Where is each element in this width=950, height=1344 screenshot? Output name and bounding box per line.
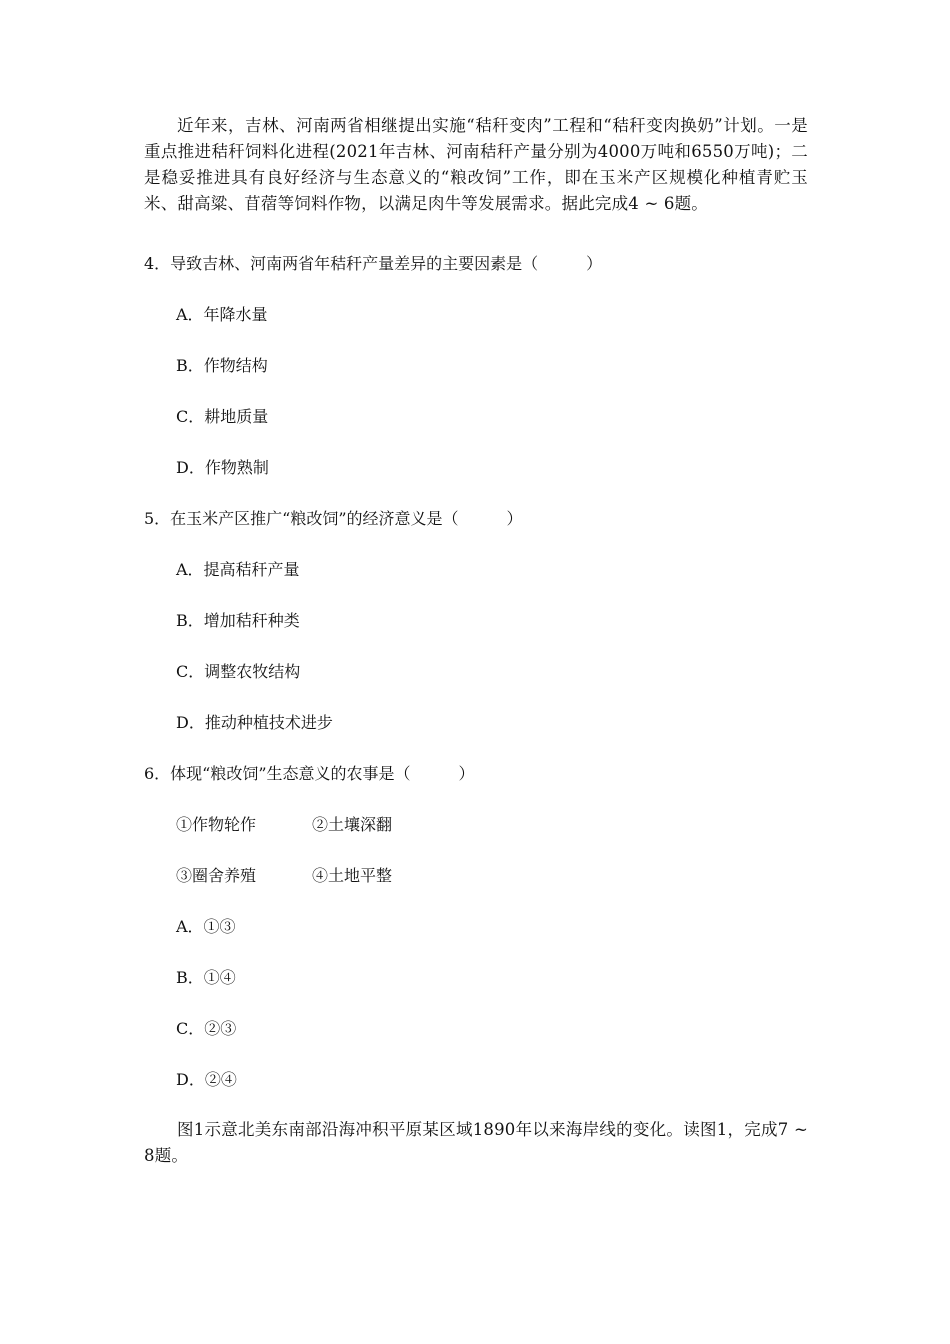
question-5-option-d: D．推动种植技术进步 [176, 713, 333, 732]
question-6-items-row-1 [176, 814, 392, 836]
question-4-option-c: C．耕地质量 [176, 407, 269, 426]
intro-passage: 近年来，吉林、河南两省相继提出实施“秸秆变肉”工程和“秸秆变肉换奶”计划。一是重点推进秸秆饲料化进程(2021年吉林、河南秸秆产量分别为4000万吨和6550万吨)；二是稳妥推进具有良好经济与生态意义的“粮改饲”工作，即在玉米产区规模化种植青贮玉米、甜高粱、苜蓿等饲料作物，以满足肉牛等发展需求。据此完成4 ~ 6题。 [144, 116, 808, 213]
question-4-option-b: B．作物结构 [176, 356, 268, 375]
next-passage: 图1示意北美东南部沿海冲积平原某区域1890年以来海岸线的变化。读图1，完成7 ~ 8题。 [144, 1120, 808, 1165]
question-6-item-3: ③圈舍养殖 [176, 866, 257, 885]
question-6-item-4: ④土地平整 [312, 866, 393, 885]
question-4-option-d: D．作物熟制 [176, 458, 269, 477]
question-6-option-b: B．①④ [176, 968, 236, 987]
question-6-option-a: A．①③ [176, 917, 236, 936]
question-6-option-d: D．②④ [176, 1070, 237, 1089]
question-5-option-b: B．增加秸秆种类 [176, 611, 300, 630]
question-5-stem: 5．在玉米产区推广“粮改饲”的经济意义是（ ） [144, 509, 523, 528]
question-4-stem: 4．导致吉林、河南两省年秸秆产量差异的主要因素是（ ） [144, 254, 603, 273]
question-4-option-a: A．年降水量 [176, 305, 268, 324]
question-6-option-c: C．②③ [176, 1019, 237, 1038]
question-6-item-2: ②土壤深翻 [312, 815, 393, 834]
question-5-option-c: C．调整农牧结构 [176, 662, 301, 681]
question-6-stem: 6．体现“粮改饲”生态意义的农事是（ ） [144, 764, 475, 783]
question-6-items-row-2 [176, 865, 392, 887]
question-5-option-a: A．提高秸秆产量 [176, 560, 300, 579]
question-6-item-1: ①作物轮作 [176, 815, 257, 834]
